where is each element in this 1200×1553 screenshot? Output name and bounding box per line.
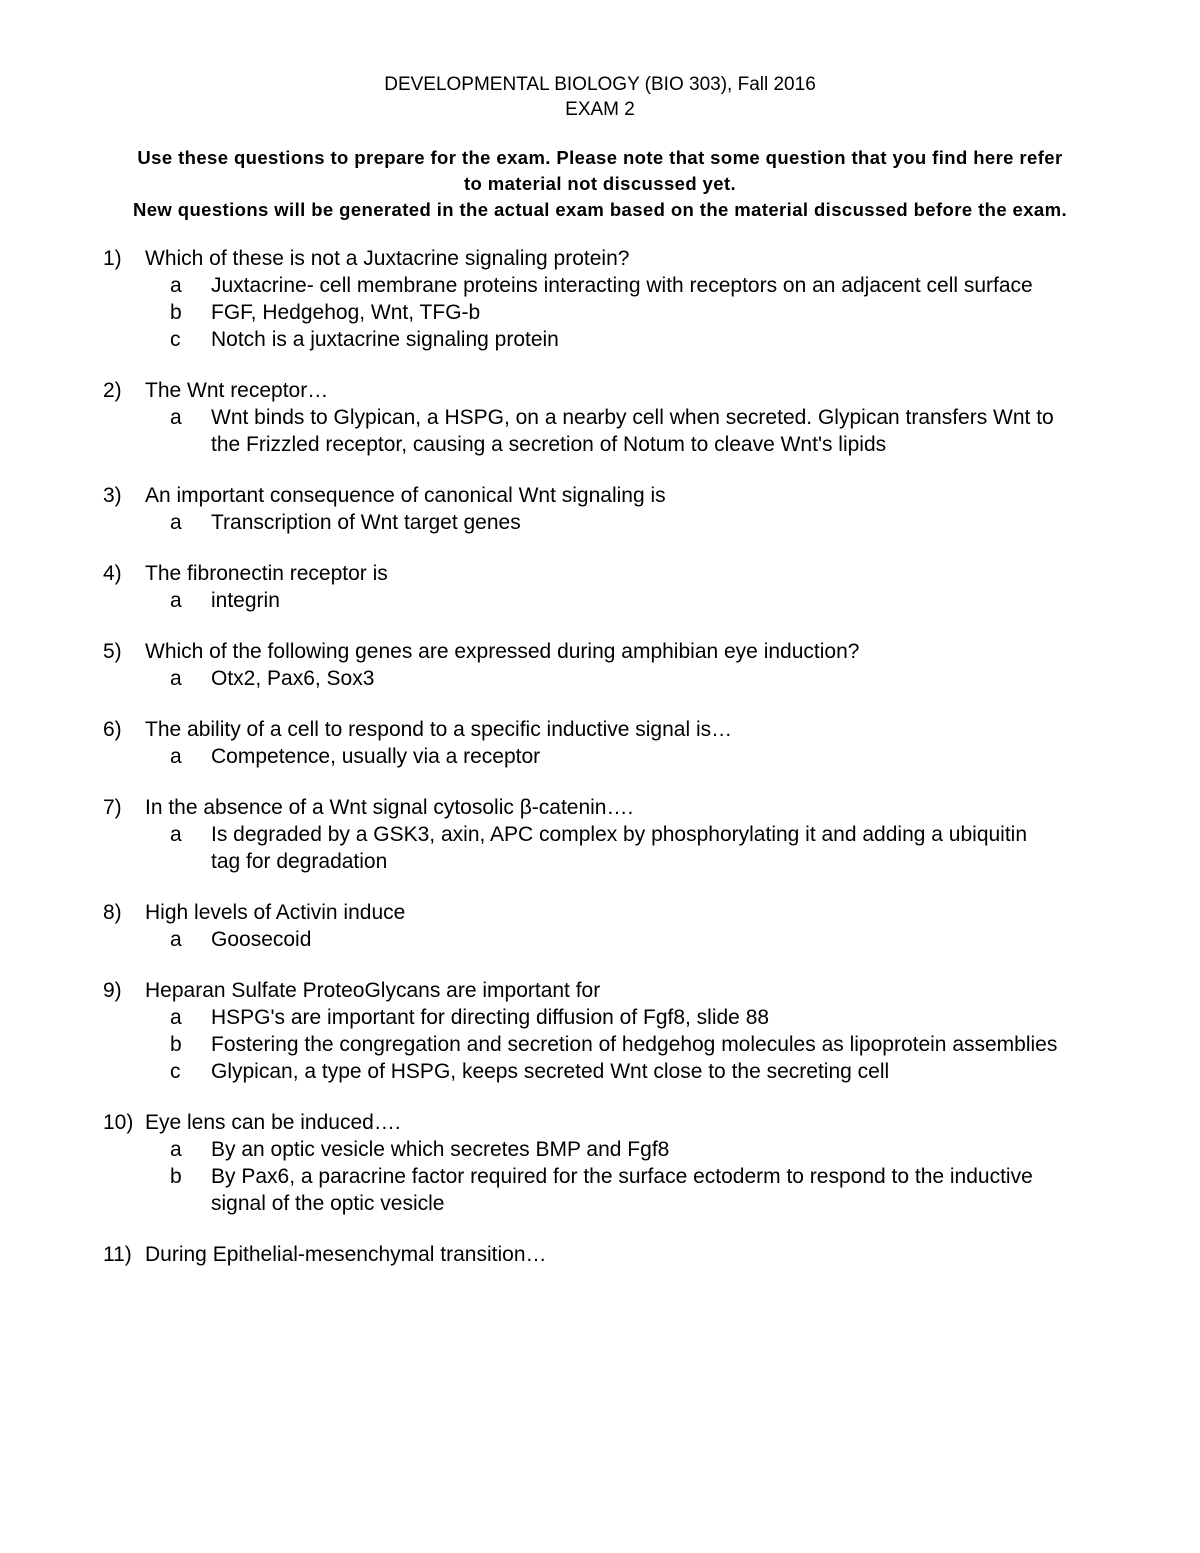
answer-item [103,1031,1103,1058]
answer-text: Juxtacrine- cell membrane proteins interacting with receptors on an adjacent cell surface [211,274,1033,297]
question-text: Eye lens can be induced…. [145,1111,401,1134]
question-row [103,482,1103,509]
answer-letter: b [170,301,182,324]
answer-text: Is degraded by a GSK3, axin, APC complex by phosphorylating it and adding a ubiquitin tag for degradation [211,823,1028,873]
answer-text: Transcription of Wnt target genes [211,511,521,534]
notice-line: Use these questions to prepare for the exam. Please note that some question that you find here refer [137,147,1063,168]
answer-text: Fostering the congregation and secretion of hedgehog molecules as lipoprotein assemblies [211,1033,1058,1056]
question-row [103,1109,1103,1136]
question-number: 5) [103,640,122,663]
question-text: Heparan Sulfate ProteoGlycans are important for [145,979,601,1002]
answer-letter: a [170,1138,182,1161]
question-text: The Wnt receptor… [145,379,329,402]
answer-list [103,404,1103,458]
answer-item [103,299,1103,326]
answer-list [103,272,1103,353]
answer-text: Competence, usually via a receptor [211,745,541,768]
answer-letter: c [170,328,181,351]
instructions-notice [60,145,1140,223]
question-text: High levels of Activin induce [145,901,406,924]
question-item [103,638,1103,692]
answer-list [103,587,1103,614]
answer-letter: b [170,1165,182,1188]
answer-letter: a [170,1006,182,1029]
question-row [103,977,1103,1004]
question-text: Which of these is not a Juxtacrine signaling protein? [145,247,630,270]
question-number: 7) [103,796,122,819]
question-text: An important consequence of canonical Wnt signaling is [145,484,666,507]
answer-text: HSPG's are important for directing diffusion of Fgf8, slide 88 [211,1006,770,1029]
question-row [103,899,1103,926]
answer-list [103,821,1103,875]
answer-letter: a [170,406,182,429]
question-item [103,716,1103,770]
answer-item [103,1136,1103,1163]
question-item [103,899,1103,953]
question-number: 2) [103,379,122,402]
question-row [103,1241,1103,1268]
answer-text: Wnt binds to Glypican, a HSPG, on a nearby cell when secreted. Glypican transfers Wnt to the Frizzled receptor, causing a secretion of Notum to cleave Wnt's lipids [211,406,1054,456]
question-item [103,560,1103,614]
answer-item [103,1004,1103,1031]
answer-list [103,509,1103,536]
notice-line: New questions will be generated in the actual exam based on the material discussed before the exam. [132,199,1068,220]
answer-letter: c [170,1060,181,1083]
answer-item [103,743,1103,770]
question-list [103,245,1103,1292]
question-number: 11) [103,1243,132,1266]
question-text: The ability of a cell to respond to a specific inductive signal is… [145,718,733,741]
question-row [103,560,1103,587]
answer-list [103,926,1103,953]
question-item [103,1241,1103,1268]
question-row [103,377,1103,404]
question-item [103,482,1103,536]
answer-letter: a [170,274,182,297]
answer-item [103,1163,1103,1217]
question-number: 3) [103,484,122,507]
question-row [103,245,1103,272]
question-item [103,794,1103,875]
question-item [103,977,1103,1085]
question-number: 4) [103,562,122,585]
question-number: 1) [103,247,122,270]
answer-list [103,665,1103,692]
document-subtitle: EXAM 2 [565,99,635,120]
answer-item [103,404,1103,458]
answer-item [103,587,1103,614]
question-item [103,377,1103,458]
answer-text: Glypican, a type of HSPG, keeps secreted Wnt close to the secreting cell [211,1060,890,1083]
question-item [103,1109,1103,1217]
question-item [103,245,1103,353]
question-number: 8) [103,901,122,924]
question-number: 9) [103,979,122,1002]
question-number: 6) [103,718,122,741]
answer-text: Notch is a juxtacrine signaling protein [211,328,559,351]
answer-letter: a [170,823,182,846]
question-text: In the absence of a Wnt signal cytosolic β-catenin…. [145,796,634,819]
document-header [0,72,1200,122]
answer-item [103,926,1103,953]
answer-item [103,665,1103,692]
answer-text: integrin [211,589,280,612]
answer-text: By an optic vesicle which secretes BMP and Fgf8 [211,1138,670,1161]
answer-list [103,1136,1103,1217]
answer-text: Otx2, Pax6, Sox3 [211,667,375,690]
answer-letter: a [170,928,182,951]
question-text: The fibronectin receptor is [145,562,388,585]
answer-item [103,509,1103,536]
answer-letter: a [170,667,182,690]
question-row [103,794,1103,821]
answer-item [103,1058,1103,1085]
answer-item [103,821,1103,875]
question-row [103,716,1103,743]
answer-text: By Pax6, a paracrine factor required for the surface ectoderm to respond to the inductive signal of the optic vesicle [211,1165,1033,1215]
notice-line: to material not discussed yet. [463,173,737,194]
answer-item [103,326,1103,353]
answer-text: Goosecoid [211,928,312,951]
question-number: 10) [103,1111,134,1134]
answer-text: FGF, Hedgehog, Wnt, TFG-b [211,301,481,324]
question-row [103,638,1103,665]
answer-letter: a [170,589,182,612]
answer-letter: b [170,1033,182,1056]
document-title: DEVELOPMENTAL BIOLOGY (BIO 303), Fall 2016 [384,74,816,95]
answer-list [103,1004,1103,1085]
answer-item [103,272,1103,299]
answer-letter: a [170,511,182,534]
question-text: Which of the following genes are expressed during amphibian eye induction? [145,640,860,663]
question-text: During Epithelial-mesenchymal transition… [145,1243,547,1266]
answer-list [103,743,1103,770]
answer-letter: a [170,745,182,768]
